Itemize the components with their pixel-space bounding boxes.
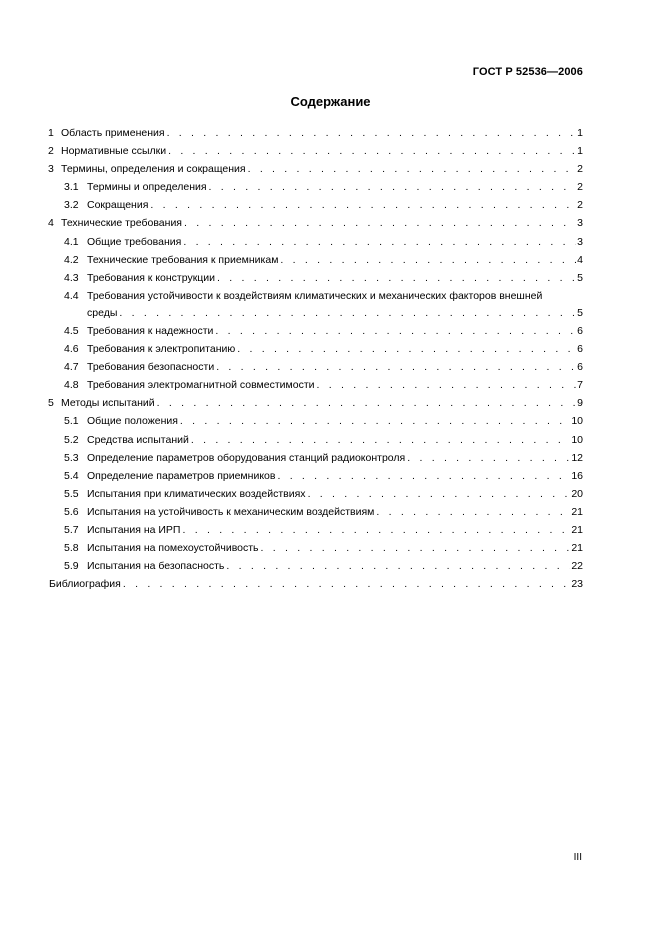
toc-leader-dots <box>237 340 576 358</box>
toc-entry[interactable] <box>48 412 583 430</box>
toc-entry-page: 6 <box>577 324 583 337</box>
toc-leader-dots <box>308 485 571 503</box>
toc-entry[interactable] <box>48 124 583 142</box>
toc-entry-number: 5.8 <box>64 542 79 555</box>
toc-entry[interactable] <box>48 358 583 376</box>
toc-entry-number: 5.9 <box>64 560 79 573</box>
toc-entry-number: 1 <box>48 127 54 139</box>
toc-entry-label: Технические требования к приемникам <box>87 253 279 266</box>
toc-entry[interactable] <box>48 467 583 485</box>
toc-entry-page: 10 <box>571 415 583 428</box>
toc-entry-number: 5.6 <box>64 505 79 518</box>
toc-entry-number: 4.8 <box>64 379 79 392</box>
toc-leader-dots <box>180 412 570 430</box>
toc-entry[interactable] <box>48 178 583 196</box>
toc-leader-dots <box>123 575 570 593</box>
toc-leader-dots <box>119 304 576 322</box>
toc-entry-label: Определение параметров приемников <box>87 469 276 482</box>
toc-entry-page: 5 <box>577 271 583 284</box>
toc-entry-number: 4.2 <box>64 253 79 266</box>
toc-entry-number: 5.5 <box>64 487 79 500</box>
page-number: III <box>573 852 582 863</box>
toc-entry[interactable] <box>48 251 583 269</box>
toc-entry-number: 5.7 <box>64 523 79 536</box>
toc-entry-number: 4.7 <box>64 361 79 374</box>
toc-entry-page: 6 <box>577 361 583 374</box>
toc-entry-page: 21 <box>571 505 583 518</box>
toc-entry-label: Требования безопасности <box>87 361 215 374</box>
toc-leader-dots <box>280 251 576 269</box>
toc-leader-dots <box>215 322 576 340</box>
toc-entry-number: 4.5 <box>64 324 79 337</box>
toc-entry-page: 23 <box>571 578 583 591</box>
toc-entry-label: Требования устойчивости к воздействиям климатических и механических факторов внешней <box>87 289 543 302</box>
toc-entry[interactable] <box>48 431 583 449</box>
toc-leader-dots <box>182 521 570 539</box>
toc-entry-number: 5.1 <box>64 415 79 428</box>
toc-entry-label: Общие требования <box>87 235 182 248</box>
toc-entry[interactable] <box>48 322 583 340</box>
toc-leader-dots <box>183 233 576 251</box>
toc-leader-dots <box>317 376 577 394</box>
toc-entry[interactable] <box>48 449 583 467</box>
toc-entry-bibliography[interactable] <box>48 575 583 593</box>
toc-entry-number: 5.2 <box>64 433 79 446</box>
toc-leader-dots <box>226 557 570 575</box>
page-title: Содержание <box>290 94 371 109</box>
toc-entry-number: 4.3 <box>64 271 79 284</box>
toc-entry[interactable] <box>48 485 583 503</box>
toc-entry-label: Библиография <box>49 578 121 591</box>
toc-entry-label: Испытания на помехоустойчивость <box>87 542 259 555</box>
toc-entry[interactable] <box>48 394 583 412</box>
toc-leader-dots <box>248 160 577 178</box>
toc-leader-dots <box>191 431 570 449</box>
toc-leader-dots <box>261 539 571 557</box>
toc-entry-page: 6 <box>577 343 583 356</box>
toc-entry-page: 12 <box>571 451 583 464</box>
toc-entry-number: 4.4 <box>64 289 79 302</box>
toc-leader-dots <box>277 467 570 485</box>
toc-entry-label: Испытания на безопасность <box>87 560 225 573</box>
toc-entry-page: 5 <box>577 306 583 319</box>
toc-leader-dots <box>209 178 577 196</box>
toc-entry-number: 2 <box>48 145 54 158</box>
toc-entry-number: 3.2 <box>64 199 79 212</box>
toc-entry-label: Определение параметров оборудования станций радиоконтроля <box>87 451 406 464</box>
toc-entry-label: Средства испытаний <box>87 433 189 446</box>
toc-entry-label: Сокращения <box>87 199 149 212</box>
toc-entry-label: Общие положения <box>87 415 178 428</box>
toc-entry-label: Термины и определения <box>87 181 207 194</box>
toc-entry-page: 3 <box>577 217 583 230</box>
toc-entry[interactable] <box>48 376 583 394</box>
toc-entry-page: 1 <box>577 127 583 139</box>
toc-leader-dots <box>376 503 570 521</box>
toc-entry[interactable] <box>48 557 583 575</box>
toc-leader-dots <box>157 394 577 412</box>
toc-entry-number: 5.3 <box>64 451 79 464</box>
toc-entry-page: 3 <box>577 235 583 248</box>
toc-entry-label: Область применения <box>61 127 165 139</box>
toc-entry[interactable] <box>48 287 583 304</box>
toc-entry[interactable] <box>48 196 583 214</box>
toc-entry-number: 5 <box>48 397 54 410</box>
toc-entry[interactable] <box>48 539 583 557</box>
toc-entry-page: 20 <box>571 487 583 500</box>
toc-entry-page: 7 <box>577 379 583 392</box>
toc-leader-dots <box>167 124 577 142</box>
toc-leader-dots <box>407 449 570 467</box>
toc-entry[interactable] <box>48 503 583 521</box>
toc-entry-label: Требования к конструкции <box>87 271 216 284</box>
toc-entry[interactable] <box>48 269 583 287</box>
toc-entry-page: 2 <box>577 181 583 194</box>
toc-leader-dots <box>216 358 576 376</box>
toc-entry-label: Требования электромагнитной совместимости <box>87 379 315 392</box>
toc-entry[interactable] <box>48 142 583 160</box>
toc-entry[interactable] <box>48 214 583 232</box>
toc-entry[interactable] <box>48 233 583 251</box>
toc-entry-page: 2 <box>577 163 583 176</box>
toc-leader-dots <box>168 142 576 160</box>
toc-entry-continuation[interactable] <box>48 304 583 322</box>
toc-entry-label: Испытания на ИРП <box>87 523 181 536</box>
toc-entry-label: Технические требования <box>61 217 182 230</box>
toc-entry-number: 4.1 <box>64 235 79 248</box>
toc-entry-number: 5.4 <box>64 469 79 482</box>
toc-entry[interactable] <box>48 340 583 358</box>
toc-entry-number: 3 <box>48 163 54 176</box>
table-of-contents <box>48 124 583 593</box>
toc-entry-label: Термины, определения и сокращения <box>61 163 246 176</box>
toc-entry-label: Требования к электропитанию <box>87 343 236 356</box>
toc-entry-label: Методы испытаний <box>61 397 155 410</box>
toc-entry-page: 21 <box>571 542 583 555</box>
toc-entry-page: 1 <box>577 145 583 158</box>
toc-entry-number: 4 <box>48 217 54 230</box>
toc-entry-label-continuation: среды <box>87 306 118 319</box>
toc-entry-label: Испытания при климатических воздействиях <box>87 487 306 500</box>
toc-entry-page: 2 <box>577 199 583 212</box>
toc-entry-label: Нормативные ссылки <box>61 145 167 158</box>
toc-entry-label: Требования к надежности <box>87 324 214 337</box>
toc-entry-number: 3.1 <box>64 181 79 194</box>
toc-leader-dots <box>217 269 576 287</box>
toc-leader-dots <box>184 214 576 232</box>
document-code: ГОСТ Р 52536—2006 <box>472 66 583 78</box>
toc-entry-page: 22 <box>571 560 583 573</box>
toc-entry-page: 9 <box>577 397 583 410</box>
toc-entry[interactable] <box>48 521 583 539</box>
toc-entry-page: 4 <box>577 253 583 266</box>
toc-entry[interactable] <box>48 160 583 178</box>
toc-entry-page: 16 <box>571 469 583 482</box>
toc-leader-dots <box>150 196 576 214</box>
toc-entry-number: 4.6 <box>64 343 79 356</box>
toc-entry-page: 10 <box>571 433 583 446</box>
toc-entry-page: 21 <box>571 523 583 536</box>
toc-entry-label: Испытания на устойчивость к механическим воздействиям <box>87 505 375 518</box>
